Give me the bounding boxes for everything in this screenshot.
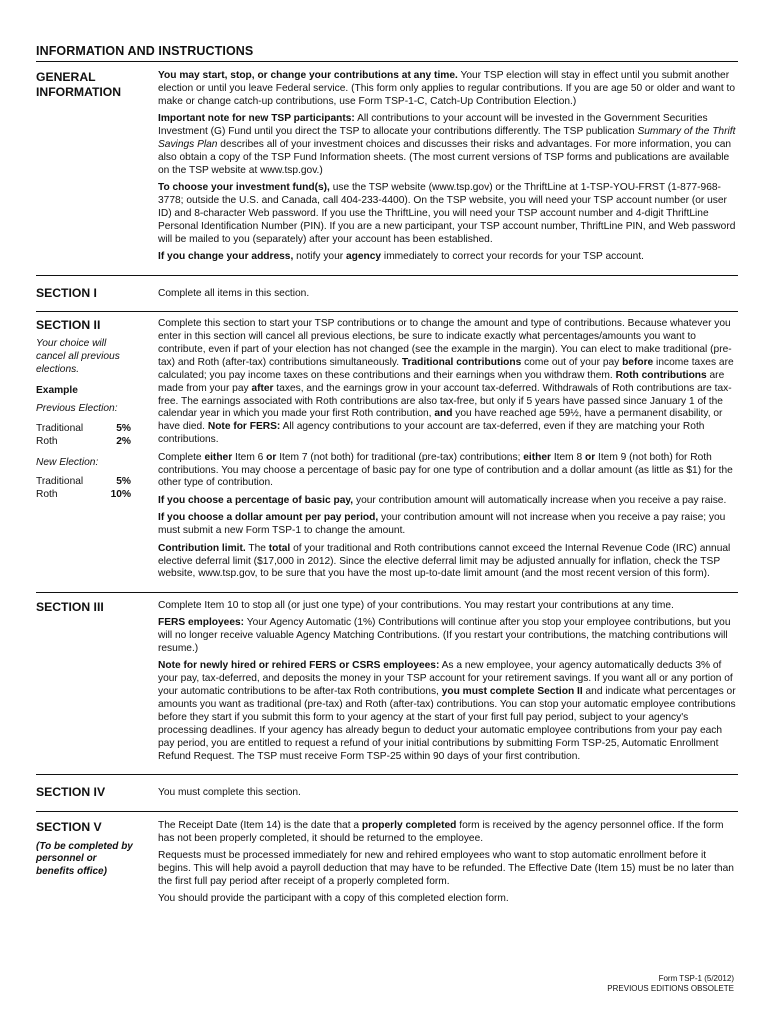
form-footer xyxy=(607,974,734,994)
section-iii-heading: SECTION III xyxy=(36,599,104,614)
new-roth-row: Roth 10% xyxy=(36,489,131,501)
section-ii xyxy=(36,312,738,592)
section-v-paragraph-2: Requests must be processed immediately for new and rehired employees who want to stop automatic enrollment before it begins. This will help avoid a payroll deduction that may have to be refunded. The Effective Date (Item 15) must be no later than the first full pay period after receipt of a properly completed form. xyxy=(158,849,734,887)
section-iii xyxy=(36,593,738,774)
previous-election-list xyxy=(36,423,158,449)
section-ii-paragraph-2: Complete either Item 6 or Item 7 (not both) for traditional (pre-tax) contributions; either Item 8 or Item 9 (not both) for Roth contributions. You may choose a percentage of basic pay for one type of contribution and a dollar amount (as little as $1) for the other type of contribution. xyxy=(158,451,733,489)
section-iii-paragraph-3: Note for newly hired or rehired FERS or CSRS employees: As a new employee, your agency automatically deducts 3% of your pay, tax-deferred, and deposits the money in your TSP account for your retirement savings. If you want all or any portion of your automatic contributions to be after-tax Roth contributions, you must complete Section II and indicate what percentages or amounts you want as traditional (pre-tax) and Roth (after-tax) contributions. You can stop your automatic employee contributions before they start if you submit this form to your agency at the start of your first full pay period, subject to your agency's processing deadlines. If your agency has already begun to deduct your automatic employee contributions from your pay each pay period, you are entitled to request a refund of your initial contributions by submitting Form TSP-25, Automatic Enrollment Refund Request. The TSP must receive Form TSP-25 within 90 days of your first contribution. xyxy=(158,660,736,762)
section-v-paragraph-3: You should provide the participant with a copy of this completed election form. xyxy=(158,893,509,905)
example-label: Example xyxy=(36,384,78,396)
section-ii-paragraph-4: If you choose a dollar amount per pay period, your contribution amount will not increase when you receive a pay raise; you must submit a new Form TSP-1 to change the amount. xyxy=(158,512,726,537)
instructions-page xyxy=(36,44,738,911)
general-heading-line2: INFORMATION xyxy=(36,85,122,99)
section-v-paragraph-1: The Receipt Date (Item 14) is the date that a properly completed form is received by the agency personnel office. If the form has not been properly completed, it should be returned to the employee. xyxy=(158,819,724,844)
obsolete-note: PREVIOUS EDITIONS OBSOLETE xyxy=(607,984,734,993)
general-information-section xyxy=(36,62,738,275)
general-paragraph-1: You may start, stop, or change your contributions at any time. Your TSP election will stay in effect until you submit another election or until you leave Federal service. (This form only applies to regular contributions. If you are age 50 or older and want to make or change catch-up contributions, use Form TSP-1-C, Catch-Up Contribution Election.) xyxy=(158,70,736,107)
new-election-list xyxy=(36,476,158,502)
section-i xyxy=(36,276,738,311)
section-ii-paragraph-5: Contribution limit. The total of your traditional and Roth contributions cannot exceed the Internal Revenue Code (IRC) annual elective deferral limit ($17,000 in 2012). Since the elective deferral limit may be adjusted annually for inflation, check the TSP website, www.tsp.gov, to be sure that you have the most up-to-date limit amount (and the most recent version of this form). xyxy=(158,542,731,580)
section-iv xyxy=(36,775,738,810)
previous-roth-row: Roth 2% xyxy=(36,435,131,447)
page-title: INFORMATION AND INSTRUCTIONS xyxy=(36,44,254,58)
general-paragraph-2: Important note for new TSP participants: All contributions to your account will be invested in the Government Securities Investment (G) Fund until you direct the TSP to allocate your contributions differently. The TSP publication Summary of the Thrift Savings Plan describes all of your investment choices and discusses their risks and advantages. For more information, you can also obtain a copy of the TSP Fund Information sheets. (The most current versions of TSP forms and publications are available on the TSP website at www.tsp.gov.) xyxy=(158,113,736,176)
section-iv-heading: SECTION IV xyxy=(36,785,106,800)
section-iii-paragraph-1: Complete Item 10 to stop all (or just one type) of your contributions. You may restart your contributions at any time. xyxy=(158,599,674,611)
general-paragraph-4: If you change your address, notify your agency immediately to correct your records for your TSP account. xyxy=(158,251,644,263)
section-iii-paragraph-2: FERS employees: Your Agency Automatic (1%) Contributions will continue after you stop your employee contributions, but you will no longer receive valuable Agency Matching Contributions. (If you restart your contributions, the matching contributions will resume.) xyxy=(158,617,731,655)
previous-election-label: Previous Election: xyxy=(36,402,118,414)
general-heading-line1: GENERAL xyxy=(36,70,96,84)
section-v-heading: SECTION V xyxy=(36,819,102,834)
new-election-label: New Election: xyxy=(36,456,99,468)
section-ii-heading: SECTION II xyxy=(36,318,101,333)
section-v xyxy=(36,812,738,911)
previous-traditional-row: Traditional 5% xyxy=(36,422,131,434)
section-v-side-note: (To be completed by personnel or benefits office) xyxy=(36,840,133,877)
section-ii-paragraph-1: Complete this section to start your TSP contributions or to change the amount and type of contributions. Because whatever you enter in this section will cancel all previous elections, be sure to indicate exactly what percentages/amounts you want to contribute, even if part of your election has not changed (see the example in the margin). You can elect to make traditional (pre-tax) and Roth (after-tax) contributions simultaneously. Traditional contributions come out of your pay before income taxes are calculated; you pay income taxes on these contributions and their earnings when you withdraw them. Roth contributions are made from your pay after taxes, and the earnings grow in your account tax-deferred. Withdrawals of Roth contributions are tax-free. The earnings associated with Roth contributions are also tax-free, but only if 5 years have passed since January 1 of the calendar year in which you made your first Roth contribution, and you have reached age 59½, have a permanent disability, or have died. Note for FERS: All agency contributions to your account are tax-deferred, even if they are matching your Roth contributions. xyxy=(158,318,734,446)
new-traditional-row: Traditional 5% xyxy=(36,476,131,488)
general-paragraph-3: To choose your investment fund(s), use the TSP website (www.tsp.gov) or the ThriftLine at 1-TSP-YOU-FRST (1-877-968-3778; outside the U.S. and Canada, call 404-233-4400). On the TSP website, you will need your TSP account number (or user ID) and 8-character Web password. If you use the ThriftLine, you will need your TSP account number and 4-digit ThriftLine Personal Identification Number (PIN). If you are a new participant, your TSP account number, ThriftLine PIN, and Web password will be mailed to you (separately) after your account has been established. xyxy=(158,182,736,245)
section-ii-side-note: Your choice will cancel all previous elections. xyxy=(36,338,120,375)
section-ii-paragraph-3: If you choose a percentage of basic pay, your contribution amount will automatically increase when you receive a pay raise. xyxy=(158,494,727,506)
section-iv-text: You must complete this section. xyxy=(158,787,301,799)
section-i-text: Complete all items in this section. xyxy=(158,287,310,299)
form-id: Form TSP-1 (5/2012) xyxy=(658,974,734,983)
section-i-heading: SECTION I xyxy=(36,285,97,300)
